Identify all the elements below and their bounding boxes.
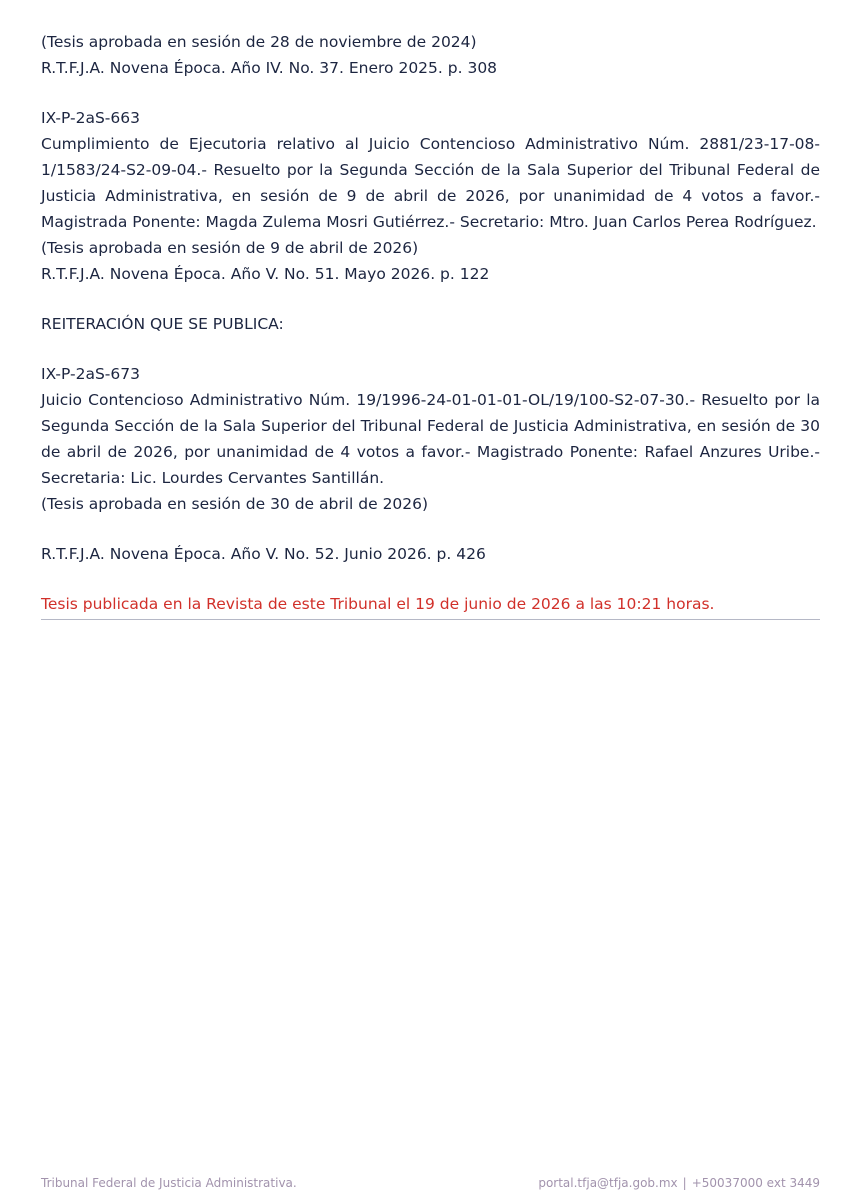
- thesis-entry-673: [41, 361, 820, 567]
- footer-contact: [538, 1175, 820, 1191]
- footer-separator: |: [682, 1176, 687, 1190]
- thesis-code: IX-P-2aS-663: [41, 109, 140, 127]
- thesis-citation: R.T.F.J.A. Novena Época. Año V. No. 51. Mayo 2026. p. 122: [41, 265, 490, 283]
- section-divider: [41, 619, 820, 620]
- thesis-approval-note: (Tesis aprobada en sesión de 30 de abril de 2026): [41, 495, 429, 513]
- reiteration-heading: REITERACIÓN QUE SE PUBLICA:: [41, 315, 284, 333]
- thesis-citation: R.T.F.J.A. Novena Época. Año V. No. 52. Junio 2026. p. 426: [41, 545, 486, 563]
- footer-phone[interactable]: +50037000 ext 3449: [691, 1176, 820, 1190]
- footer-email[interactable]: portal.tfja@tfja.gob.mx: [538, 1176, 678, 1190]
- spacer: [41, 517, 820, 541]
- footer-institution: Tribunal Federal de Justicia Administrativa.: [41, 1176, 297, 1190]
- thesis-body: Cumplimiento de Ejecutoria relativo al Juicio Contencioso Administrativo Núm. 2881/23-17-08-1/1583/24-S2-09-04.- Resuelto por la Segunda Sección de la Sala Superior del Tribunal Federal de Justicia Administrativa, en sesión de 9 de abril de 2026, por unanimidad de 4 votos a favor.- Magistrada Ponente: Magda Zulema Mosri Gutiérrez.- Secretario: Mtro. Juan Carlos Perea Rodríguez.: [41, 135, 820, 231]
- thesis-entry-663: [41, 105, 820, 287]
- publication-notice: Tesis publicada en la Revista de este Tribunal el 19 de junio de 2026 a las 10:21 horas.: [41, 595, 715, 613]
- spacer: [41, 81, 820, 105]
- spacer: [41, 567, 820, 591]
- spacer: [41, 337, 820, 361]
- thesis-approval-note: (Tesis aprobada en sesión de 9 de abril de 2026): [41, 239, 419, 257]
- document-body: [41, 29, 820, 617]
- page-footer: [41, 1175, 820, 1191]
- thesis-code: IX-P-2aS-673: [41, 365, 140, 383]
- previous-approval-note: (Tesis aprobada en sesión de 28 de noviembre de 2024): [41, 33, 477, 51]
- spacer: [41, 287, 820, 311]
- thesis-body: Juicio Contencioso Administrativo Núm. 19/1996-24-01-01-01-OL/19/100-S2-07-30.- Resuelto por la Segunda Sección de la Sala Superior del Tribunal Federal de Justicia Administrativa, en sesión de 30 de abril de 2026, por unanimidad de 4 votos a favor.- Magistrado Ponente: Rafael Anzures Uribe.- Secretaria: Lic. Lourdes Cervantes Santillán.: [41, 391, 820, 487]
- previous-citation: R.T.F.J.A. Novena Época. Año IV. No. 37. Enero 2025. p. 308: [41, 59, 498, 77]
